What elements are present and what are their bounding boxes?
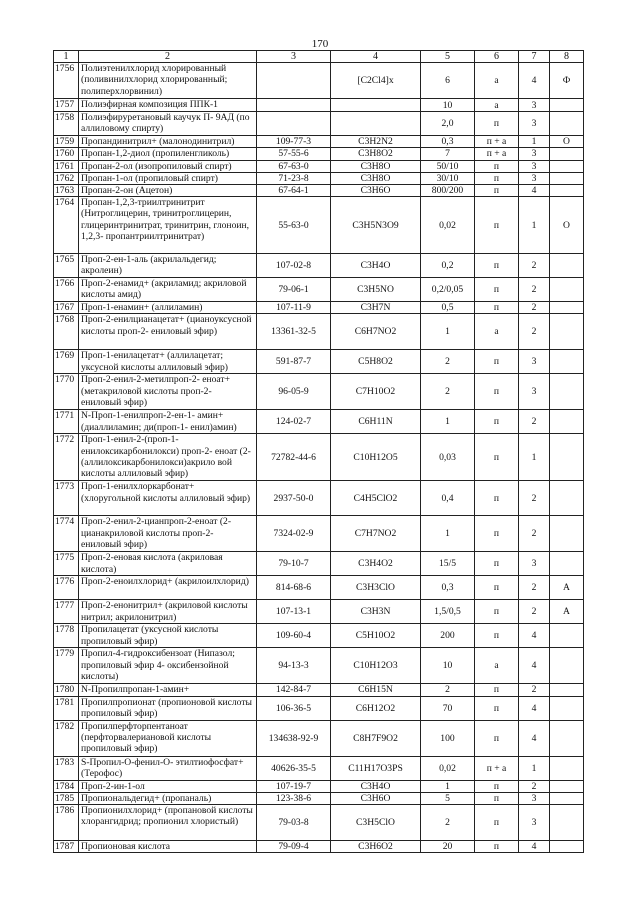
mac-value: 0,02 [421, 756, 475, 780]
chemical-formula: C6H11N [331, 410, 421, 434]
table-row [54, 302, 584, 314]
mac-value: 0,3 [421, 136, 475, 148]
mac-value: 2 [421, 684, 475, 696]
cas-number: 72782-44-6 [257, 434, 331, 481]
substance-name: Проп-1-енил-2-(проп-1- енилоксикарбонилокси) проп-2- еноат (2-(аллилоксикарбонилокси)акрило вой кислоты аллиловый эфир) [79, 434, 257, 481]
chemical-formula: C3H5ClO [331, 805, 421, 841]
substance-name: Пропионилхлорид+ (пропановой кислоты хлорангидрид; пропионил хлористый) [79, 805, 257, 841]
table-row [54, 254, 584, 278]
substance-name: Проп-1-енилацетат+ (аллилацетат; уксусной кислоты аллиловый эфир) [79, 350, 257, 374]
cas-number [257, 63, 331, 99]
mac-value: 50/10 [421, 160, 475, 172]
aggregate-state: п + а [475, 148, 519, 160]
aggregate-state: п [475, 576, 519, 600]
cas-number: 79-06-1 [257, 278, 331, 302]
substance-name: Проп-2-енил-2-метилпроп-2- еноат+ (метакриловой кислоты проп-2- ениловый эфир) [79, 374, 257, 410]
header-cell: 7 [519, 51, 550, 63]
note-mark: А [550, 600, 584, 624]
aggregate-state: п [475, 792, 519, 804]
aggregate-state: п [475, 720, 519, 756]
chemical-formula: [C2Cl4]x [331, 63, 421, 99]
table-row [54, 576, 584, 600]
cas-number: 40626-35-5 [257, 756, 331, 780]
header-cell: 3 [257, 51, 331, 63]
table-header-row [54, 51, 584, 63]
cas-number: 591-87-7 [257, 350, 331, 374]
hazard-class: 3 [519, 792, 550, 804]
row-number: 1781 [54, 696, 79, 720]
row-number: 1782 [54, 720, 79, 756]
chemical-formula: C10H12O5 [331, 434, 421, 481]
table-row [54, 481, 584, 516]
note-mark [550, 792, 584, 804]
note-mark [550, 780, 584, 792]
cas-number: 79-09-4 [257, 841, 331, 853]
note-mark [550, 148, 584, 160]
cas-number: 814-68-6 [257, 576, 331, 600]
mac-value: 0,3 [421, 576, 475, 600]
cas-number: 123-38-6 [257, 792, 331, 804]
table-row [54, 63, 584, 99]
mac-value: 200 [421, 624, 475, 648]
cas-number: 79-10-7 [257, 552, 331, 576]
aggregate-state: п [475, 780, 519, 792]
note-mark: А [550, 576, 584, 600]
cas-number: 107-19-7 [257, 780, 331, 792]
aggregate-state: п [475, 434, 519, 481]
table-row [54, 434, 584, 481]
note-mark [550, 841, 584, 853]
mac-value: 0,2/0,05 [421, 278, 475, 302]
substance-name: Проп-2-еноилхлорид+ (акрилоилхлорид) [79, 576, 257, 600]
substance-name: Проп-1-енилхлоркарбонат+ (хлоругольной кислоты аллиловый эфир) [79, 481, 257, 516]
row-number: 1758 [54, 112, 79, 136]
row-number: 1779 [54, 648, 79, 684]
aggregate-state: а [475, 99, 519, 112]
hazard-class: 2 [519, 278, 550, 302]
hazard-class: 2 [519, 481, 550, 516]
header-cell: 1 [54, 51, 79, 63]
row-number: 1763 [54, 185, 79, 197]
note-mark [550, 552, 584, 576]
hazard-class: 2 [519, 410, 550, 434]
note-mark [550, 374, 584, 410]
substance-name: Проп-2-енамид+ (акриламид; акриловой кислоты амид) [79, 278, 257, 302]
aggregate-state: п [475, 112, 519, 136]
cas-number: 13361-32-5 [257, 314, 331, 350]
hazard-class: 1 [519, 756, 550, 780]
substance-name: Полиэфируретановый каучук П- 9АД (по аллиловому спирту) [79, 112, 257, 136]
row-number: 1774 [54, 516, 79, 552]
mac-value: 2,0 [421, 112, 475, 136]
table-row [54, 805, 584, 841]
hazard-class: 1 [519, 197, 550, 254]
cas-number: 142-84-7 [257, 684, 331, 696]
note-mark [550, 805, 584, 841]
table-row [54, 696, 584, 720]
aggregate-state: п [475, 481, 519, 516]
hazard-class: 3 [519, 148, 550, 160]
cas-number: 107-02-8 [257, 254, 331, 278]
header-cell: 6 [475, 51, 519, 63]
cas-number [257, 112, 331, 136]
substance-name: Проп-1-енамин+ (аллиламин) [79, 302, 257, 314]
chemical-formula: C3H8O [331, 160, 421, 172]
row-number: 1768 [54, 314, 79, 350]
aggregate-state: п [475, 805, 519, 841]
row-number: 1776 [54, 576, 79, 600]
row-number: 1769 [54, 350, 79, 374]
substance-table [53, 50, 584, 853]
row-number: 1766 [54, 278, 79, 302]
row-number: 1784 [54, 780, 79, 792]
chemical-formula: C3H5NO [331, 278, 421, 302]
table-row [54, 136, 584, 148]
hazard-class: 3 [519, 374, 550, 410]
chemical-formula: C3H3N [331, 600, 421, 624]
note-mark [550, 756, 584, 780]
substance-name: Проп-2-енонитрил+ (акриловой кислоты нитрил; акрилонитрил) [79, 600, 257, 624]
chemical-formula: C3H2N2 [331, 136, 421, 148]
substance-name: N-Пропилпропан-1-амин+ [79, 684, 257, 696]
mac-value: 0,02 [421, 197, 475, 254]
cas-number: 79-03-8 [257, 805, 331, 841]
note-mark [550, 278, 584, 302]
aggregate-state: а [475, 314, 519, 350]
note-mark [550, 350, 584, 374]
aggregate-state: п [475, 696, 519, 720]
chemical-formula: C3H6O2 [331, 841, 421, 853]
hazard-class: 4 [519, 720, 550, 756]
chemical-formula: C10H12O3 [331, 648, 421, 684]
substance-name: Пропан-2-ол (изопропиловый спирт) [79, 160, 257, 172]
hazard-class: 3 [519, 552, 550, 576]
row-number: 1765 [54, 254, 79, 278]
note-mark [550, 434, 584, 481]
hazard-class: 4 [519, 185, 550, 197]
chemical-formula: C5H8O2 [331, 350, 421, 374]
cas-number: 109-77-3 [257, 136, 331, 148]
row-number: 1767 [54, 302, 79, 314]
substance-name: Проп-2-ен-1-аль (акрилальдегид; акролеин) [79, 254, 257, 278]
cas-number: 94-13-3 [257, 648, 331, 684]
table-row [54, 314, 584, 350]
chemical-formula: C3H7N [331, 302, 421, 314]
chemical-formula: C8H7F9O2 [331, 720, 421, 756]
note-mark [550, 185, 584, 197]
mac-value: 20 [421, 841, 475, 853]
aggregate-state: а [475, 63, 519, 99]
header-cell: 5 [421, 51, 475, 63]
substance-name: Проп-2-ин-1-ол [79, 780, 257, 792]
cas-number [257, 99, 331, 112]
hazard-class: 2 [519, 314, 550, 350]
table-row [54, 648, 584, 684]
table-row [54, 148, 584, 160]
hazard-class: 3 [519, 172, 550, 184]
aggregate-state: п [475, 278, 519, 302]
mac-value: 5 [421, 792, 475, 804]
chemical-formula [331, 99, 421, 112]
table-row [54, 99, 584, 112]
hazard-class: 4 [519, 841, 550, 853]
chemical-formula: C3H3ClO [331, 576, 421, 600]
substance-name: Проп-2-енил-2-цианпроп-2-еноат (2- цианакриловой кислоты проп-2- ениловый эфир) [79, 516, 257, 552]
mac-value: 2 [421, 350, 475, 374]
aggregate-state: п [475, 684, 519, 696]
note-mark: О [550, 197, 584, 254]
table-row [54, 780, 584, 792]
note-mark [550, 624, 584, 648]
header-cell: 4 [331, 51, 421, 63]
hazard-class: 2 [519, 254, 550, 278]
row-number: 1778 [54, 624, 79, 648]
row-number: 1771 [54, 410, 79, 434]
chemical-formula: C4H5ClO2 [331, 481, 421, 516]
aggregate-state: п + а [475, 136, 519, 148]
mac-value: 2 [421, 805, 475, 841]
row-number: 1775 [54, 552, 79, 576]
mac-value: 7 [421, 148, 475, 160]
cas-number: 134638-92-9 [257, 720, 331, 756]
aggregate-state: п [475, 302, 519, 314]
aggregate-state: п [475, 172, 519, 184]
note-mark [550, 254, 584, 278]
substance-name: Пропан-1-ол (пропиловый спирт) [79, 172, 257, 184]
row-number: 1762 [54, 172, 79, 184]
substance-name: Полиэтенилхлорид хлорированный (поливинилхлорид хлорированный; полиперхлорвинил) [79, 63, 257, 99]
cas-number: 107-13-1 [257, 600, 331, 624]
aggregate-state: п [475, 410, 519, 434]
mac-value: 0,03 [421, 434, 475, 481]
cas-number: 55-63-0 [257, 197, 331, 254]
hazard-class: 1 [519, 434, 550, 481]
substance-name: Пропандинитрил+ (малонодинитрил) [79, 136, 257, 148]
substance-name: S-Пропил-О-фенил-О- этилтиофосфат+ (Терофос) [79, 756, 257, 780]
table-row [54, 172, 584, 184]
table-row [54, 552, 584, 576]
table-row [54, 684, 584, 696]
aggregate-state: п [475, 624, 519, 648]
substance-name: Пропилперфторпентаноат (перфторвалериановой кислоты пропиловый эфир) [79, 720, 257, 756]
hazard-class: 4 [519, 624, 550, 648]
header-cell: 8 [550, 51, 584, 63]
note-mark [550, 648, 584, 684]
hazard-class: 3 [519, 350, 550, 374]
hazard-class: 2 [519, 302, 550, 314]
hazard-class: 1 [519, 136, 550, 148]
cas-number: 67-63-0 [257, 160, 331, 172]
note-mark [550, 99, 584, 112]
cas-number: 106-36-5 [257, 696, 331, 720]
cas-number: 124-02-7 [257, 410, 331, 434]
cas-number: 107-11-9 [257, 302, 331, 314]
chemical-formula: C11H17O3PS [331, 756, 421, 780]
mac-value: 70 [421, 696, 475, 720]
aggregate-state: п [475, 185, 519, 197]
row-number: 1777 [54, 600, 79, 624]
note-mark: Ф [550, 63, 584, 99]
aggregate-state: п [475, 254, 519, 278]
mac-value: 1,5/0,5 [421, 600, 475, 624]
row-number: 1780 [54, 684, 79, 696]
substance-name: Проп-2-еновая кислота (акриловая кислота) [79, 552, 257, 576]
row-number: 1785 [54, 792, 79, 804]
note-mark [550, 410, 584, 434]
page-number: 170 [311, 38, 329, 50]
table-row [54, 278, 584, 302]
chemical-formula: C6H15N [331, 684, 421, 696]
cas-number: 109-60-4 [257, 624, 331, 648]
mac-value: 2 [421, 374, 475, 410]
chemical-formula: C3H4O [331, 254, 421, 278]
row-number: 1760 [54, 148, 79, 160]
hazard-class: 2 [519, 684, 550, 696]
hazard-class: 3 [519, 160, 550, 172]
hazard-class: 2 [519, 576, 550, 600]
note-mark [550, 696, 584, 720]
cas-number: 57-55-6 [257, 148, 331, 160]
chemical-formula: C3H8O2 [331, 148, 421, 160]
row-number: 1757 [54, 99, 79, 112]
aggregate-state: п [475, 374, 519, 410]
cas-number: 2937-50-0 [257, 481, 331, 516]
chemical-formula: C7H7NO2 [331, 516, 421, 552]
row-number: 1756 [54, 63, 79, 99]
note-mark [550, 481, 584, 516]
aggregate-state: п [475, 516, 519, 552]
mac-value: 0,5 [421, 302, 475, 314]
table-row [54, 185, 584, 197]
note-mark [550, 720, 584, 756]
note-mark [550, 314, 584, 350]
note-mark [550, 302, 584, 314]
table-row [54, 792, 584, 804]
aggregate-state: п [475, 600, 519, 624]
cas-number: 96-05-9 [257, 374, 331, 410]
row-number: 1773 [54, 481, 79, 516]
hazard-class: 3 [519, 805, 550, 841]
row-number: 1759 [54, 136, 79, 148]
mac-value: 6 [421, 63, 475, 99]
hazard-class: 2 [519, 600, 550, 624]
substance-name: Пропилпропионат (пропионовой кислоты пропиловый эфир) [79, 696, 257, 720]
table-row [54, 756, 584, 780]
mac-value: 0,4 [421, 481, 475, 516]
mac-value: 1 [421, 410, 475, 434]
aggregate-state: а [475, 648, 519, 684]
cas-number: 67-64-1 [257, 185, 331, 197]
chemical-formula: C7H10O2 [331, 374, 421, 410]
substance-name: Полиэфирная композиция ППК-1 [79, 99, 257, 112]
chemical-formula: C3H6O [331, 185, 421, 197]
note-mark [550, 160, 584, 172]
aggregate-state: п [475, 552, 519, 576]
table-row [54, 112, 584, 136]
note-mark: О [550, 136, 584, 148]
aggregate-state: п [475, 350, 519, 374]
table-row [54, 720, 584, 756]
note-mark [550, 684, 584, 696]
substance-name: Пропиональдегид+ (пропаналь) [79, 792, 257, 804]
mac-value: 800/200 [421, 185, 475, 197]
row-number: 1783 [54, 756, 79, 780]
table-row [54, 374, 584, 410]
mac-value: 0,2 [421, 254, 475, 278]
mac-value: 10 [421, 99, 475, 112]
hazard-class: 2 [519, 780, 550, 792]
mac-value: 30/10 [421, 172, 475, 184]
aggregate-state: п [475, 160, 519, 172]
hazard-class: 4 [519, 648, 550, 684]
substance-name: Проп-2-енилцианацетат+ (цианоуксусной кислоты проп-2- ениловый эфир) [79, 314, 257, 350]
substance-name: Пропионовая кислота [79, 841, 257, 853]
aggregate-state: п [475, 841, 519, 853]
aggregate-state: п + а [475, 756, 519, 780]
substance-name: Пропил-4-гидроксибензоат (Нипазол; пропиловый эфир 4- оксибензойной кислоты) [79, 648, 257, 684]
note-mark [550, 112, 584, 136]
mac-value: 100 [421, 720, 475, 756]
header-cell: 2 [79, 51, 257, 63]
chemical-formula: C3H8O [331, 172, 421, 184]
mac-value: 10 [421, 648, 475, 684]
row-number: 1770 [54, 374, 79, 410]
hazard-class: 3 [519, 112, 550, 136]
chemical-formula: C3H5N3O9 [331, 197, 421, 254]
table-row [54, 624, 584, 648]
mac-value: 1 [421, 780, 475, 792]
row-number: 1772 [54, 434, 79, 481]
table-row [54, 410, 584, 434]
table-row [54, 600, 584, 624]
hazard-class: 3 [519, 99, 550, 112]
table-row [54, 841, 584, 853]
cas-number: 7324-02-9 [257, 516, 331, 552]
table-row [54, 350, 584, 374]
chemical-formula [331, 112, 421, 136]
table-row [54, 160, 584, 172]
chemical-formula: C3H4O2 [331, 552, 421, 576]
chemical-formula: C3H6O [331, 792, 421, 804]
row-number: 1764 [54, 197, 79, 254]
table-row [54, 197, 584, 254]
hazard-class: 4 [519, 696, 550, 720]
chemical-formula: C3H4O [331, 780, 421, 792]
note-mark [550, 172, 584, 184]
note-mark [550, 516, 584, 552]
row-number: 1787 [54, 841, 79, 853]
substance-name: Пропилацетат (уксусной кислоты пропиловый эфир) [79, 624, 257, 648]
mac-value: 1 [421, 314, 475, 350]
substance-name: Пропан-1,2-диол (пропиленгликоль) [79, 148, 257, 160]
substance-name: Пропан-2-он (Ацетон) [79, 185, 257, 197]
hazard-class: 4 [519, 63, 550, 99]
row-number: 1786 [54, 805, 79, 841]
aggregate-state: п [475, 197, 519, 254]
mac-value: 1 [421, 516, 475, 552]
chemical-formula: C5H10O2 [331, 624, 421, 648]
mac-value: 15/5 [421, 552, 475, 576]
chemical-formula: C6H12O2 [331, 696, 421, 720]
row-number: 1761 [54, 160, 79, 172]
hazard-class: 2 [519, 516, 550, 552]
chemical-formula: C6H7NO2 [331, 314, 421, 350]
substance-name: N-Проп-1-енилпроп-2-ен-1- амин+ (диаллиламин; ди(проп-1- енил)амин) [79, 410, 257, 434]
substance-name: Пропан-1,2,3-триилтринитрит (Нитроглицерин, тринитроглицерин, глицеринтринитрат, тринитрин, глоноин, 1,2,3- пропантриилтринитрат) [79, 197, 257, 254]
table-row [54, 516, 584, 552]
cas-number: 71-23-8 [257, 172, 331, 184]
